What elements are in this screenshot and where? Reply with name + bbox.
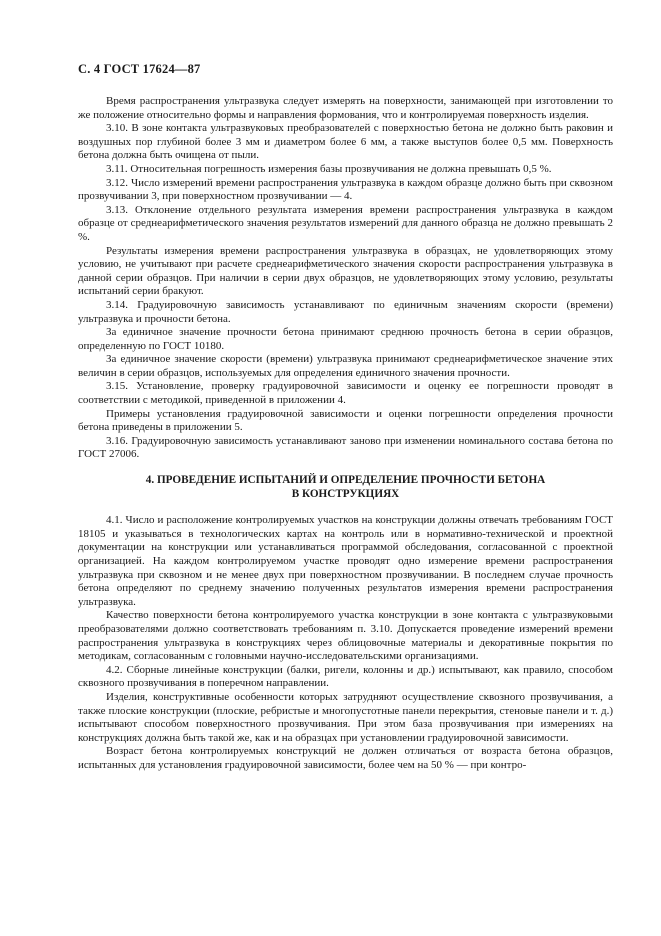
paragraph-3-15: 3.15. Установление, проверку градуировочной зависимости и оценку ее погрешности проводят в соответствии с методикой, приведенной в приложении 4. [78,380,613,407]
paragraph: Возраст бетона контролируемых конструкций не должен отличаться от возраста бетона образцов, испытанных для установления градуировочной зависимости, более чем на 50 % — при контро- [78,745,613,771]
section-heading-4 [78,474,613,501]
paragraph-3-13: 3.13. Отклонение отдельного результата измерения времени распространения ультразвука в каждом образце от среднеарифметического значения результатов измерений для данного образца не должно превышать 2 %. [78,203,613,243]
paragraph-4-1: 4.1. Число и расположение контролируемых участков на конструкции должны отвечать требованиям ГОСТ 18105 и указываться в технологических картах на контроль или в нормативно-технической и проектной документации на конструкции или устанавливаться программой обследования, согласованной с проектной организацией. На каждом контролируемом участке проводят одно измерение времени распространения ультразвука при сквозном и не менее двух при поверхностном прозвучивании. В последнем случае прочность бетона определяют по среднему значению полученных результатов измерения времени распространения ультразвука. [78,514,613,608]
section-heading-line: 4. ПРОВЕДЕНИЕ ИСПЫТАНИЙ И ОПРЕДЕЛЕНИЕ ПРОЧНОСТИ БЕТОНА [145,474,546,487]
paragraph: Примеры установления градуировочной зависимости и оценки погрешности определения прочности бетона приведены в приложении 5. [78,407,613,434]
paragraph-3-10: 3.10. В зоне контакта ультразвуковых преобразователей с поверхностью бетона не должно быть раковин и воздушных пор глубиной более 3 мм и диаметром более 6 мм, а также выступов более 0,5 мм. Поверхность бетона должна быть очищена от пыли. [78,122,613,162]
paragraph-4-2: 4.2. Сборные линейные конструкции (балки, ригели, колонны и др.) испытывают, как правило, способом сквозного прозвучивания в поперечном направлении. [78,663,613,690]
paragraph-3-12: 3.12. Число измерений времени распространения ультразвука в каждом образце должно быть при сквозном прозвучивании 3, при поверхностном прозвучивании — 4. [78,176,613,203]
paragraph-3-11: 3.11. Относительная погрешность измерения базы прозвучивания не должна превышать 0,5 %. [106,162,552,175]
page-header: С. 4 ГОСТ 17624—87 [78,62,201,76]
paragraph: За единичное значение скорости (времени) ультразвука принимают среднеарифметическое значение этих величин в серии образцов, используемых для определения единичного значения прочности. [78,353,613,379]
paragraph: Результаты измерения времени распространения ультразвука в образцах, не удовлетворяющих этому условию, не учитывают при расчете среднеарифметического значения скорости распространения ультразвука в данной серии образцов. При наличии в серии двух образцов, не удовлетворяющих этому условию, результаты испытаний серии бракуют. [78,244,613,298]
paragraph: За единичное значение прочности бетона принимают среднюю прочность бетона в серии образцов, определенную по ГОСТ 10180. [78,326,613,352]
paragraph-3-16: 3.16. Градуировочную зависимость устанавливают заново при изменении номинального состава бетона по ГОСТ 27006. [78,434,613,461]
section-heading-line: В КОНСТРУКЦИЯХ [291,487,400,500]
paragraph: Изделия, конструктивные особенности которых затрудняют осуществление сквозного прозвучивания, а также плоские конструкции (плоские, ребристые и многопустотные панели перекрытия, стеновые панели и т. д.) испытывают способом поверхностного прозвучивания. При этом база прозвучивания при измерениях на конструкциях должна быть такой же, как и на образцах при установлении градуировочной зависимости. [78,690,613,744]
document-body [78,95,613,773]
paragraph-3-14: 3.14. Градуировочную зависимость устанавливают по единичным значениям скорости (времени) ультразвука и прочности бетона. [78,298,613,325]
paragraph: Время распространения ультразвука следует измерять на поверхности, занимающей при изготовлении то же положение относительно формы и направления формования, что и контролируемая поверхность изделия. [78,95,613,121]
paragraph: Качество поверхности бетона контролируемого участка конструкции в зоне контакта с ультразвуковыми преобразователями должно соответствовать требованиям п. 3.10. Допускается проведение измерений времени распространения ультразвука в конструкциях через облицовочные материалы и декоративные покрытия по методикам, согласованным с головными научно-исследовательскими организациями. [78,609,613,663]
